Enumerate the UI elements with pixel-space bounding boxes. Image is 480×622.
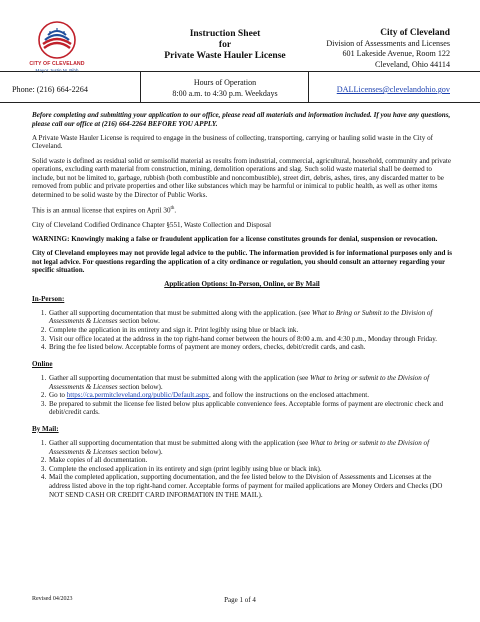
ordinance-reference: City of Cleveland Codified Ordinance Chapter §551, Waste Collection and Disposal [32, 220, 272, 229]
by-mail-step-2: 2. Make copies of all documentation. [48, 456, 452, 465]
by-mail-step-4: 4. Mail the completed application, supporting documentation, and the fee listed below to the Division of Assessments and Licenses at the address listed above in the top right-hand corner. Acceptable forms of payment for mailed applications are Money Orders and Checks (DO NOT SEND CASH OR CREDIT CARD INFORMATI0N IN THE MAIL). [48, 473, 452, 499]
permit-portal-link[interactable]: https://ca.permitcleveland.org/public/Default.aspx [66, 391, 210, 400]
intro-warning: Before completing and submitting your application to our office, please read all materials and information included. If you have any questions, please call our office at (216) 664-2264 BEFORE YOU APPLY. [32, 111, 451, 128]
in-person-step-2: 2. Complete the application in its entirety and sign it. Print legibly using blue or black ink. [48, 326, 452, 335]
falsification-warning: WARNING: Knowingly making a false or fraudulent application for a license constitutes grounds for denial, suspension or revocation. [32, 234, 438, 243]
in-person-steps [32, 309, 452, 352]
by-mail-steps [32, 439, 452, 499]
step-text-end: section below). [117, 382, 163, 391]
info-divider-left [140, 71, 141, 102]
document-title [150, 28, 300, 61]
online-steps [32, 374, 452, 417]
license-requirement: A Private Waste Hauler License is required to engage in the business of collecting, transporting, carrying or hauling solid waste in the City of Cleveland. [32, 133, 433, 151]
by-mail-heading: By Mail: [32, 424, 59, 433]
solid-waste-definition: Solid waste is defined as residual solid or semisolid material as results from industrial, commercial, agricultural, household, community and private operations, excluding earth material from construction, mining, demolition operations and slag. Such solid waste material shall be deemed to include, but not be limited to, garbage, rubbish (both combustible and noncombustible), street dirt, debris, ashes, tires, any discarded matter to be removed from public and private properties and other like substances which may be harmful or inimical to public health, as well as other items determined to be solid waste by the Director of Public Works. [32, 156, 452, 199]
expiration-period: . [174, 206, 177, 215]
logo-city-name: CITY OF CLEVELAND [29, 61, 85, 67]
title-line-2: for [218, 39, 232, 50]
city-seal-icon [37, 20, 77, 60]
org-name: City of Cleveland [380, 28, 450, 38]
application-options-heading: Application Options: In-Person, Online, or By Mail [164, 280, 320, 289]
in-person-step-4: 4. Bring the fee listed below. Acceptable forms of payment are money orders, checks, debit/credit cards, and cash. [48, 343, 452, 352]
revision-date: Revised 04/2023 [32, 596, 73, 602]
step-text: Gather all supporting documentation that must be submitted along with the application. (see [49, 308, 312, 317]
in-person-step-3: 3. Visit our office located at the address in the top right-hand corner between the hours of 8:00 a.m. and 4:30 p.m., Monday through Friday. [48, 335, 452, 344]
legal-disclaimer: City of Cleveland employees may not provide legal advice to the public. The information provided is for informational purposes only and is not legal advice. For questions regarding the application of a city ordinance or regulation, you should consult an attorney regarding your specific situation. [32, 249, 452, 275]
online-step-1 [48, 374, 452, 391]
step-text: Go to [49, 391, 67, 400]
city-state-zip: Cleveland, Ohio 44114 [374, 59, 450, 69]
online-heading: Online [32, 359, 53, 368]
expiration-sup: th [170, 206, 175, 212]
hours-value: 8:00 a.m. to 4:30 p.m. Weekdays [172, 88, 278, 98]
office-address [326, 28, 450, 70]
office-phone: Phone: (216) 664-2264 [12, 85, 88, 94]
title-line-1: Instruction Sheet [189, 28, 261, 39]
online-step-2 [48, 391, 452, 400]
online-step-3: 3. Be prepared to submit the license fee listed below plus applicable convenience fees. Acceptable forms of payment are electronic check and debit/credit cards. [48, 400, 452, 417]
city-logo [26, 20, 88, 73]
in-person-heading: In-Person: [32, 294, 65, 303]
in-person-step-1 [48, 309, 452, 326]
step-text-end: section below). [117, 447, 163, 456]
title-line-3: Private Waste Hauler License [164, 50, 286, 61]
header-rule-bottom [0, 102, 480, 103]
hours-label: Hours of Operation [193, 78, 257, 87]
office-email-link[interactable]: DALLicenses@clevelandohio.gov [336, 85, 450, 94]
step-text: Gather all supporting documentation that must be submitted along with the application (see [49, 373, 311, 382]
step-italic: What to bring or submit to the Division of Assessments & Licenses [49, 439, 430, 456]
hours-of-operation [150, 78, 300, 99]
by-mail-step-3: 3. Complete the enclosed application in its entirety and sign (print legibly using blue or black ink). [48, 465, 452, 474]
step-text-end: section below. [117, 317, 160, 326]
division-name: Division of Assessments and Licenses [326, 38, 450, 48]
step-italic: What to bring or submit to the Division of Assessments & Licenses [49, 373, 430, 391]
street-address: 601 Lakeside Avenue, Room 122 [342, 49, 450, 58]
instructions-body [32, 111, 452, 504]
step-text-end: , and follow the instructions on the enclosed attachment. [209, 391, 369, 400]
by-mail-step-1 [48, 439, 452, 456]
expiration-text: This is an annual license that expires on April 30 [32, 206, 171, 215]
expiration-note [32, 205, 452, 215]
info-divider-right [308, 71, 309, 102]
step-italic: What to Bring or Submit to the Division of Assessments & Licenses [49, 308, 433, 326]
page-number: Page 1 of 4 [224, 596, 256, 604]
step-text: Gather all supporting documentation that must be submitted along with the application (see [49, 439, 311, 448]
header-rule-top [0, 71, 480, 72]
